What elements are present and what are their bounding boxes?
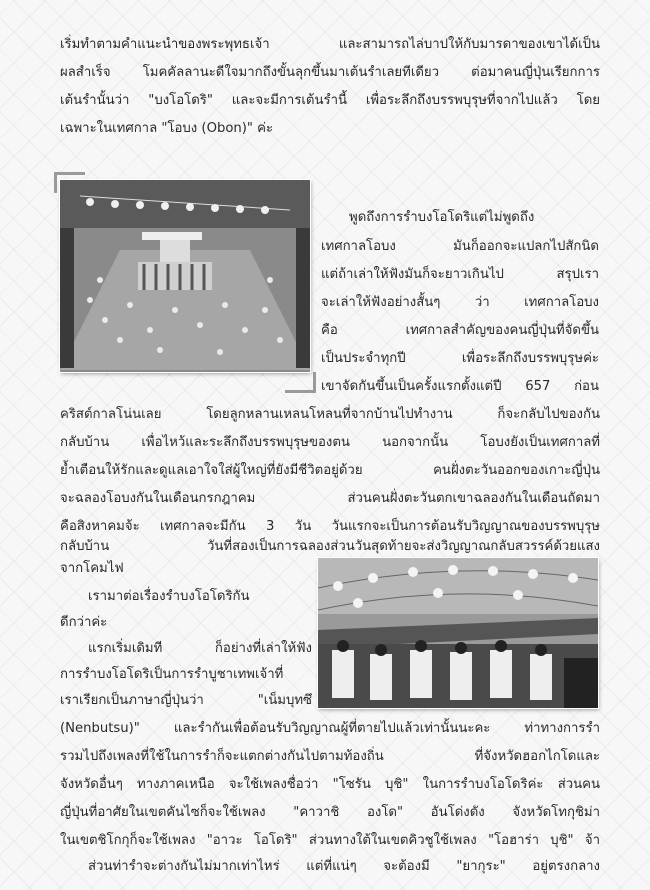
paragraph-line: เราเรียกเป็นภาษาญี่ปุ่นว่า "เน็มบุทซึ [60,693,312,708]
paragraph-line: ผลสำเร็จ โมคคัลลานะดีใจมากถึงขั้นลุกขึ้นมาเต้นรำเลยทีเดียว ต่อมาคนญี่ปุ่นเรียกการ [60,65,600,80]
paragraph-line: พูดถึงการรำบงโอโดริแต่ไม่พูดถึง [349,210,535,225]
paragraph-line: แรกเริ่มเดิมที ก็อย่างที่เล่าให้ฟัง [88,641,312,656]
paragraph-line: เริ่มทำตามคำแนะนำของพระพุทธเจ้า และสามารถไล่บาปให้กับมารดาของเขาได้เป็น [60,37,600,52]
photo-frame-corner [285,372,316,393]
paragraph-line: คือสิงหาคมจ้ะ เทศกาลจะมีกัน 3 วัน วันแรกจะเป็นการต้อนรับวิญญาณของบรรพบุรุษ [60,519,600,534]
paragraph-line: เทศกาลโอบง มันก็ออกจะแปลกไปสักนิด [321,239,599,254]
paragraph-line: (Nenbutsu)" และรำกันเพื่อต้อนรับวิญญาณผู้ที่ตายไปแล้วเท่านั้นนะคะ ท่าทางการรำ [60,721,600,736]
paragraph-line: จากโคมไฟ [60,561,124,576]
paragraph-line: การรำบงโอโดริเป็นการรำบูชาเทพเจ้าที่ [60,667,284,682]
paragraph-line: จะเล่าให้ฟังอย่างสั้นๆ ว่า เทศกาลโอบง [321,295,599,310]
paragraph-line: กลับบ้าน เพื่อไหว้และระลึกถึงบรรพบุรุษของตน นอกจากนั้น โอบงยังเป็นเทศกาลที่ [60,435,600,450]
festival-photo-top [60,180,310,372]
paragraph-line: ในเขตชิโกกุก็จะใช้เพลง "อาวะ โอโดริ" ส่วนทางใต้ในเขตคิวชูใช้เพลง "โอฮาร่า บุชิ" จ้า [60,833,600,848]
paragraph-line: จังหวัดอื่นๆ ทางภาคเหนือ จะใช้เพลงชื่อว่า "โซรัน บุชิ" ในการรำบงโอโดริค่ะ ส่วนคน [60,777,600,792]
paragraph-line: ส่วนท่ารำจะต่างกันไม่มากเท่าไหร่ แต่ที่แน่ๆ จะต้องมี "ยากุระ" อยู่ตรงกลาง [88,859,600,874]
paragraph-line: เต้นรำนั้นว่า "บงโอโดริ" และจะมีการเต้นรำนี้ เพื่อระลึกถึงบรรพบุรุษที่จากไปแล้ว โดย [60,93,600,108]
paragraph-line: รวมไปถึงเพลงที่ใช้ในการรำก็จะแตกต่างกันไปตามท้องถิ่น ที่จังหวัดฮอกไกโดและ [60,749,600,764]
paragraph-line: กลับบ้าน วันที่สองเป็นการฉลองส่วนวันสุดท้ายจะส่งวิญญาณกลับสวรรค์ด้วยแสง [60,539,600,554]
paragraph-line: ย้ำเตือนให้รักและดูแลเอาใจใส่ผู้ใหญ่ที่ยังมีชีวิตอยู่ด้วย คนฝั่งตะวันออกของเกาะญี่ปุ่น [60,463,600,478]
paragraph-line: แต่ถ้าเล่าให้ฟังมันก็จะยาวเกินไป สรุปเรา [321,267,599,282]
paragraph-line: เรามาต่อเรื่องรำบงโอโดริกัน [88,589,250,604]
paragraph-line: เขาจัดกันขึ้นเป็นครั้งแรกตั้งแต่ปี 657 ก่อน [321,379,599,394]
paragraph-line: เฉพาะในเทศกาล "โอบง (Obon)" ค่ะ [60,121,274,136]
paragraph-line: ดีกว่าค่ะ [60,615,108,630]
paragraph-line: จะฉลองโอบงกันในเดือนกรกฎาคม ส่วนคนฝั่งตะวันตกเขาฉลองกันในเดือนถัดมา [60,491,600,506]
paragraph-line: เป็นประจำทุกปี เพื่อระลึกถึงบรรพบุรุษค่ะ [321,351,599,366]
paragraph-line: คือ เทศกาลสำคัญของคนญี่ปุ่นที่จัดขึ้น [321,323,599,338]
paragraph-line: คริสต์กาลโน่นเลย โดยลูกหลานเหลนโหลนที่จากบ้านไปทำงาน ก็จะกลับไปของกัน [60,407,600,422]
paragraph-line: ญี่ปุ่นที่อาศัยในเขตคันไซก็จะใช้เพลง "คาวาชิ องโด" อันโด่งดัง จังหวัดโทกุชิม่า [60,805,600,820]
festival-photo-bottom [318,558,598,708]
